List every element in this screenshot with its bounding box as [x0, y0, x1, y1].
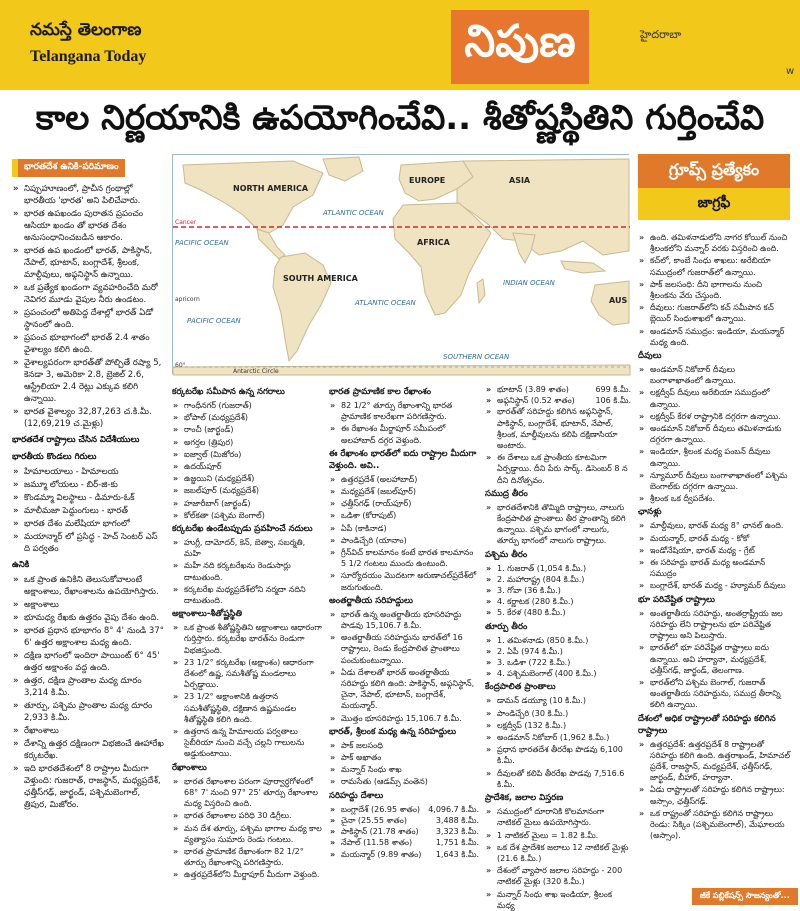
- row-name: » నేపాల్ (11.58 శాతం): [341, 838, 413, 848]
- list-item: » ఒడిశా (కోరాపుట్): [329, 510, 479, 521]
- list-item: » కోల్‌కతా (పశ్చిమ బెంగాల్): [172, 510, 322, 521]
- list-item: » ఒక దేశ ప్రాదేశిక జలాలు 12 నాటికల్ మైళ్లు (21.6 కి.మీ.): [485, 842, 631, 864]
- table-row: [485, 607, 631, 618]
- list-item: » భారత్ ఉన్న అంతర్జాతీయ భూసరిహద్దు పొడవు 15,106.7 కి.మీ.: [329, 609, 479, 631]
- table-row: [329, 826, 479, 837]
- list-item: » లక్షద్వీప్ కేరళ రాష్ట్రానికి దగ్గరగా ఉన్నాయి.: [638, 411, 790, 422]
- list-item: » బంగ్లాదేశ్, భారత్ మధ్య - హ్యూమర్ దీవులు: [638, 580, 790, 591]
- table-row: [485, 646, 631, 657]
- list-item: » భారతదేశానికి తొమ్మిది రాష్ట్రాలు, నాలుగు కేంద్రపాలిత ప్రాంతాలు తీర ప్రాంతాన్ని కలిగి ఉన్నాయి. పశ్చిమ భాగంలో నాలుగు, తూర్పు భాగంలో నాలుగు రాష్ట్రాలు.: [485, 502, 631, 547]
- list-item: » జమ్మూ లోయలు - బిర్-జి-కు: [12, 479, 165, 491]
- list-item: » భోపాల్ (మధ్యప్రదేశ్): [172, 412, 322, 423]
- label-atlantic-north: ATLANTIC OCEAN: [323, 209, 384, 217]
- label-north-america: NORTH AMERICA: [233, 184, 309, 193]
- lanka-list: [329, 740, 479, 788]
- neighbour-table: [329, 804, 479, 860]
- table-row: [485, 585, 631, 596]
- list-item: » ఐజ్వాల్ (మిజోరం): [172, 449, 322, 460]
- list-item: » 23 1/2° అక్షాంశానికి ఉత్తరాన సమశీతోష్ణస్థితి, దక్షిణాన ఉష్ణమండల శీతోష్ణస్థితి కలిగి ఉంది.: [172, 691, 322, 725]
- list-item: » భారత్‌లోని పశ్చిమ బెంగాల్, గుజరాత్ అంతర్జాతీయ సరిహద్దును, సముద్ర తీరాన్ని కలిగి ఉన్నాయి.: [638, 677, 790, 711]
- list-item: » ఛత్తీస్‌గఢ్ (రాయ్‌పూర్): [329, 498, 479, 509]
- list-item: » హిమాలయాలు - హిమాలయ: [12, 466, 165, 478]
- brand-telugu: నమస్తే తెలంగాణ: [30, 20, 142, 40]
- list-item: » ఉదయ్‌పూర్: [172, 461, 322, 472]
- table-row: [485, 596, 631, 607]
- gulf-list: [638, 232, 790, 348]
- list-item: » మయన్మార్, భారత్ మధ్య - కోకో: [638, 533, 790, 544]
- list-item: » సముద్రంలో దూరానికి కొలమానంగా నాటికల్ మైలు ఉపయోగిస్తారు.: [485, 806, 631, 828]
- list-item: » ఉత్తర, దక్షిణ ప్రాంతాల మధ్య దూరం 3,214 కి.మీ.: [12, 675, 165, 699]
- brand-english: Telangana Today: [30, 48, 147, 65]
- west-coast-list: [485, 563, 631, 619]
- list-item: » అగర్తల (త్రిపుర): [172, 437, 322, 448]
- list-item: » భారత రేఖాంశాల పరంగా పూర్వార్ధగోళంలో 68° 7' నుంచి 97° 25' తూర్పు రేఖాంశాల మధ్య విస్తరించి ఉంది.: [172, 776, 322, 810]
- states-list: [329, 474, 479, 593]
- list-item: » దీవులు: గుజరాత్‌లోని కచ్ సమీపాన కచ్ బ్లెయిర్ సింధుశాఖలో ఉన్నాయి.: [638, 302, 790, 324]
- row-name: » 4. పశ్చిమబెంగాల్ (400 కి.మీ.): [497, 669, 597, 679]
- subhead: భారతదేశ రాష్ట్రాలు చేసిన విదేశీయులు: [12, 435, 140, 445]
- list-item: » రాంచీ (జార్ఖండ్): [172, 424, 322, 435]
- row-name: » 2. మహారాష్ట్ర (804 కి.మీ.): [497, 574, 585, 584]
- list-item: » మన్నార్ సింధు శాఖ: [329, 764, 479, 775]
- subhead: కేంద్రపాలిత ప్రాంతాలు: [485, 682, 556, 693]
- world-map-svg: [173, 155, 630, 375]
- label-pacific-north: PACIFIC OCEAN: [175, 239, 229, 247]
- list-item: » పాక్ అఖాతం: [329, 752, 479, 763]
- label-south-america: SOUTH AMERICA: [283, 274, 358, 283]
- subhead: ఛానళ్లు: [638, 507, 662, 518]
- list-item: » భారత ప్రామాణిక రేఖాంశంగా 82 1/2° తూర్పు రేఖాంశాన్ని పరిగణిస్తారు.: [172, 846, 322, 868]
- list-item: » వైశాల్యపరంగా భారత్‌తో పోల్చితే రష్యా 5, కెనడా 3, అమెరికా 2.8, బ్రెజిల్ 2.6, ఆస్ట్రేలియా 2.4 రెట్లు ఎక్కువ కలిగి ఉన్నాయి.: [12, 357, 165, 405]
- location-list: [12, 574, 165, 811]
- list-item: » హుగ్లీ, దామోదర్, కెన్, బెత్వా, సబర్మతి, మహి: [172, 537, 322, 559]
- list-item: » ఒక ప్రాంత శీతోష్ణస్థితిని అక్షాంశాలు ఆధారంగా గుర్తిస్తారు. కర్కటరేఖ భారత్‌ను రెండుగా విభజిస్తుంది.: [172, 622, 322, 656]
- dateline: హైదరాబా: [640, 28, 682, 41]
- border-states-list: [638, 739, 790, 842]
- list-item: » భారత వైశాల్యం 32,87,263 చ.కి.మీ. (12,69,219 చ.మైళ్లు): [12, 406, 165, 430]
- group-subtitle: జాగ్రఫీ: [638, 188, 790, 220]
- waters-list: [485, 806, 631, 887]
- climate-list: [172, 622, 322, 759]
- list-item: » ఒక ప్రాంత ఉనికిని తెలుసుకోవాలంటే అక్షాంశాలు, రేఖాంశాలను ఉపయోగిస్తారు.: [12, 574, 165, 598]
- subhead: భూ పరివేష్టిత రాష్ట్రాలు: [638, 594, 715, 605]
- label-antarctic-circle: Antarctic Circle: [233, 368, 279, 375]
- subhead: ప్రాదేశిక, జలాల విస్తరణ: [485, 793, 564, 804]
- row-length: [627, 635, 631, 646]
- list-item: » డామన్ డయ్యూ (10 కి.మీ.): [485, 695, 631, 706]
- row-length: 3,488 కి.మీ.: [435, 815, 479, 825]
- brand-logo: [30, 20, 146, 66]
- table-row: [485, 657, 631, 668]
- list-item: » భారత దేశం మలేషియా భాగంలో: [12, 518, 165, 530]
- list-item: » హజారీబాగ్ (జార్ఖండ్): [172, 498, 322, 509]
- tail-list: [485, 889, 631, 911]
- subhead: పశ్చిమ తీరం: [485, 549, 528, 560]
- list-item: » రేఖాంశాలు: [12, 725, 165, 737]
- table-row: [329, 804, 479, 815]
- label-pacific-south: PACIFIC OCEAN: [187, 317, 241, 325]
- list-item: » ఇండోనేషియా, భారత్ మధ్య - గ్రేట్: [638, 545, 790, 556]
- longitude-list: [172, 776, 322, 881]
- list-item: » ప్రపంచ భూభాగంలో భారత్ 2.4 శాతం వైశాల్యం కలిగి ఉంది.: [12, 332, 165, 356]
- row-length: [627, 646, 631, 657]
- subhead: కర్కటరేఖ ఉండేటప్పుడు ప్రవహించే నదులు: [172, 524, 313, 535]
- table-row: [485, 574, 631, 585]
- list-item: » మొత్తం భూసరిహద్దు 15,106.7 కి.మీ.: [329, 713, 479, 724]
- list-item: » పాండిచ్చేరి (యానాం): [329, 535, 479, 546]
- list-item: » ఈ రేఖాంశం మీర్జాపూర్ సమీపంలో అలహాబాద్ దగ్గర వెళ్తుంది.: [329, 423, 479, 445]
- list-item: » రామసేతు (ఆడమ్స్ వంతెన): [329, 776, 479, 787]
- subhead: ఉనికి: [12, 560, 30, 570]
- list-item: » భారత ఉపఖండం పురాతన ప్రపంచం ఆసియా ఖండం తో భారత దేశం అనుసంధానించబడిన ఆకారం.: [12, 208, 165, 244]
- column-3: [329, 384, 479, 904]
- list-item: » నిప్పుహూణంలో, ప్రాచీన గ్రంథాల్లో భారతీయ 'భారత' అని పిలిచేవారు.: [12, 183, 165, 207]
- row-name: » 3. ఒడిశా (722 కి.మీ.): [497, 658, 571, 668]
- list-item: » ఉంది. తమిళనాడులోని నాగర కోయిల్ నుంచి శ్రీలంకలోని మన్నార్ వరకు విస్తరించి ఉంది.: [638, 232, 790, 254]
- label-europe: EUROPE: [409, 176, 446, 185]
- list-item: » 1 నాటికల్ మైలు = 1.82 కి.మీ.: [485, 830, 631, 841]
- rivers-list: [172, 537, 322, 606]
- list-item: » సూర్యోదయం మొదటగా అరుణాచల్‌ప్రదేశ్‌లో జరుగుతుంది.: [329, 570, 479, 592]
- list-item: » ఈ దేశాలు ఒక ప్రాంతీయ కూటమిగా ఏర్పడ్డాయి. దీని పేరు సార్క్. డిసెంబర్ 8 న దీని దినోత్సవం.: [485, 452, 631, 486]
- islands-list: [638, 364, 790, 504]
- row-name: » 3. గోవా (36 కి.మీ.): [497, 586, 561, 596]
- subhead: ఈ రేఖాంశం భారత్‌లో ఐదు రాష్ట్రాల మీదుగా వెళ్తుంది. అవి..: [329, 448, 477, 471]
- list-item: » పాక్ జలసంధి: దీని భాగాలను నుంచి శ్రీలంకను వేరు చేస్తుంది.: [638, 279, 790, 301]
- table-row: [485, 384, 631, 395]
- masthead: [0, 0, 800, 90]
- list-item: » అండమాన్ నికోబార్ దీవులు బంగాళాఖాతంలో ఉన్నాయి.: [638, 364, 790, 386]
- web-address: w: [786, 66, 795, 77]
- list-item: » కచ్‌లో, కాంబే సింధు శాఖలు: అరేబియా సముద్రంలో గుజరాత్‌లో ఉన్నాయి.: [638, 255, 790, 277]
- list-item: » లక్షద్వీప్ దీవులు అరేబియా సముద్రంలో ఉన్నాయి.: [638, 387, 790, 409]
- left-column: [12, 154, 165, 908]
- list-item: » అంతర్జాతీయ సరిహద్దు, అంతర్రాష్ట్రీయ జల సరిహద్దు లేని రాష్ట్రాలను భూ పరివేష్టిత రాష్ట్రాలు అని పిలుస్తారు.: [638, 608, 790, 642]
- subhead: భారత్, శ్రీలంక మధ్య ఉన్న సరిహద్దులు: [329, 726, 457, 737]
- row-length: 4,096.7 కి.మీ.: [428, 804, 479, 814]
- list-item: » మయాన్మార్ లో ప్రసిద్ధ - హెచ్ సెంటర్ ఎస్ ది పర్వతం: [12, 531, 165, 555]
- list-item: » మాలీమజా పెద్దుంగులు - భారత్: [12, 505, 165, 517]
- row-name: » 4. కర్ణాటక (280 కి.మీ.): [497, 597, 574, 607]
- column-2: [172, 384, 322, 904]
- table-row: [485, 563, 631, 574]
- borders-list: [329, 609, 479, 724]
- list-item: » భారత ఉప ఖండంలో భారత్, పాకిస్థాన్, నేపాల్, భూటాన్, బంగ్లాదేశ్, శ్రీలంక, మాల్దీవులు, అఫ్గనిస్థాన్ ఉన్నాయి.: [12, 245, 165, 281]
- list-item: » ప్రధాన భారతదేశ తీరరేఖ పొడవు 6,100 కి.మీ.: [485, 744, 631, 766]
- list-item: » ఇండియా, శ్రీలంక మధ్య పంబన్ దీవులు ఉన్నాయి.: [638, 446, 790, 468]
- coast-list: [485, 502, 631, 547]
- row-name: » మయన్మార్ (9.89 శాతం): [341, 849, 422, 859]
- list-item: » మాల్దీవులు, భారత్ మధ్య 8° ఛానల్ ఉంది.: [638, 520, 790, 531]
- row-name: » 1. తమిళనాడు (850 కి.మీ.): [497, 635, 589, 645]
- list-item: » ఉత్తరప్రదేశ్‌లోని మీర్జాపూర్ మీదుగా వెళ్తుంది.: [172, 869, 322, 880]
- cities-list: [172, 400, 322, 521]
- row-name: » చైనా (25.55 శాతం): [341, 815, 407, 825]
- row-length: [627, 596, 631, 607]
- channels-list: [638, 520, 790, 591]
- neighbour-table-continued: [485, 384, 631, 406]
- label-asia: ASIA: [509, 176, 531, 185]
- list-item: » ఉత్తరప్రదేశ్: ఉత్తరప్రదేశ్ 8 రాష్ట్రాలతో సరిహద్దు కలిగి ఉంది. ఉత్తరాఖండ్, హిమాచల్ ప్రదేశ్, రాజస్థాన్, మధ్యప్రదేశ్, ఛత్తీస్‌గఢ్, జార్ఖండ్, బీహార్, హర్యానా.: [638, 739, 790, 784]
- list-item: » ఉత్తరాన ఉన్న హిమాలయ పర్వతాలు సైబీరియా నుంచి వచ్చే చల్లని గాలులను అడ్డుకుంటాయి.: [172, 726, 322, 760]
- table-row: [329, 837, 479, 848]
- list-item: » భారత్‌లో భూ పరివేష్టిత రాష్ట్రాలు ఐదు ఉన్నాయి. అవి హర్యానా, మధ్యప్రదేశ్, ఛత్తీస్‌గఢ్, జార్ఖండ్, తెలంగాణ.: [638, 642, 790, 676]
- list-item: » ఒక రాష్ట్రంతో సరిహద్దు కలిగిన రాష్ట్రాలు రెండు: సిక్కిం (పశ్చిమబెంగాల్), మేఘాలయ (అస్సాం).: [638, 808, 790, 842]
- list-item: » ఏడు దేశాలతో భారత్ అంతర్జాతీయ సరిహద్దు కలిగి ఉంది: పాకిస్థాన్, అఫ్గనిస్థాన్, చైనా, నేపాల్, భూటాన్, బంగ్లాదేశ్, మయన్మార్.: [329, 667, 479, 712]
- row-length: [627, 668, 631, 679]
- column-5: [638, 232, 790, 884]
- label-atlantic-south: ATLANTIC OCEAN: [355, 299, 416, 307]
- subhead: దేశంలో అధిక రాష్ట్రాలతో సరిహద్దు కలిగిన రాష్ట్రాలు: [638, 713, 776, 736]
- row-length: [627, 607, 631, 618]
- label-indian-ocean: INDIAN OCEAN: [503, 279, 555, 287]
- list-item: » న్యూమూర్ దీవులు బంగాళాఖాతంలో పశ్చిమ బెంగాల్‌కు దగ్గరగా ఉన్నాయి.: [638, 470, 790, 492]
- table-row: [329, 849, 479, 860]
- list-item: » 23 1/2° కర్కటరేఖ (అక్షాంశం) ఆధారంగా దేశంలో ఉష్ణ, సమశీతోష్ణ మండలాలు ఏర్పడ్డాయి.: [172, 657, 322, 691]
- group-special-box: [638, 154, 790, 226]
- saarc-list: [485, 406, 631, 485]
- list-item: » 82 1/2° తూర్పు రేఖాంశాన్ని భారత ప్రామాణిక కాలరేఖగా పరిగణిస్తారు.: [329, 400, 479, 422]
- label-lat-60: 60°: [175, 362, 186, 369]
- list-item: » భారత ప్రధాన భూభాగం 8° 4' నుండి 37° 6' ఉత్తర అక్షాంశాల మధ్య ఉంది.: [12, 625, 165, 649]
- list-item: » శ్రీలంక ఒక ద్వీపదేశం.: [638, 493, 790, 504]
- world-map: [172, 154, 629, 374]
- subhead: దీవులు: [638, 351, 662, 362]
- row-name: » 1. గుజరాత్ (1,054 కి.మీ.): [497, 563, 587, 573]
- list-item: » దీవులతో కలిపి తీరరేఖ పొడవు 7,516.6 కి.మీ.: [485, 768, 631, 790]
- list-item: » భారత్‌తో సరిహద్దు కలిగిన అఫ్గనిస్థాన్, పాకిస్థాన్, బంగ్లాదేశ్, భూటాన్, నేపాల్, శ్రీలంక, మాల్దీవులను కలిపి దక్షిణాసియా అంటారు.: [485, 406, 631, 451]
- row-length: 1,751 కి.మీ.: [435, 838, 479, 848]
- list-item: » తూర్పు, పశ్చిమ ప్రాంతాల మధ్య దూరం 2,933 కి.మీ.: [12, 700, 165, 724]
- subhead: సముద్ర తీరం: [485, 488, 528, 499]
- subhead: రేఖాంశాలు: [172, 762, 207, 773]
- table-row: [485, 395, 631, 406]
- row-name: » 5. కేరళ (480 కి.మీ.): [497, 608, 566, 618]
- list-item: » అండమాన్ నికోబార్ (1,962 కి.మీ.): [485, 732, 631, 743]
- list-item: » మన్నార్ సింధు శాఖ ఇండియా, శ్రీలంక మధ్య: [485, 889, 631, 911]
- row-length: 106 కి.మీ.: [595, 396, 631, 406]
- list-item: » గ్రీన్‌విచ్ కాలమానం కంటే భారత కాలమానం 5 1/2 గంటలు ముందు ఉంటుంది.: [329, 547, 479, 569]
- list-item: » మహీ నది కర్కటరేఖను రెండుసార్లు దాటుతుంది.: [172, 560, 322, 582]
- list-item: » భారత రేఖాంశాల పరిధి 30 డిగ్రీలు.: [172, 810, 322, 821]
- section-tag: భారతదేశ ఉనికి-పరిమాణం: [12, 159, 125, 177]
- list-item: » కొండమ్మా విలస్థాలు - డిమారు-ఓక్: [12, 492, 165, 504]
- list-item: » దేశాన్ని ఉత్తర దక్షిణంగా విభజించే ఊహారేఖ కర్కటరేఖ.: [12, 738, 165, 762]
- list-item: » ఉజ్జయిని (మధ్యప్రదేశ్): [172, 473, 322, 484]
- ist-list: [329, 400, 479, 446]
- page-headline: కాల నిర్ణయానికి ఉపయోగించేవి.. శీతోష్ణస్థితిని గుర్తించేవి: [35, 98, 765, 138]
- list-item: » దేశంలో వ్యాపార జలాల సరిహద్దు - 200 నాటికల్ మైళ్లు (320 కి.మీ.): [485, 865, 631, 887]
- list-item: » మన దేశ తూర్పు, పశ్చిమ భాగాల మధ్య కాల వ్యత్యాసం సుమారు రెండు గంటలు.: [172, 823, 322, 845]
- subhead: భారతీయ కొండలు గిరులు: [12, 452, 97, 462]
- row-length: [627, 657, 631, 668]
- row-length: 699 కి.మీ.: [595, 385, 631, 394]
- list-item: » పాక్ జలసంధి: [329, 740, 479, 751]
- label-tropic-capricorn: apricorn: [175, 296, 200, 303]
- list-item: » జబల్‌పూర్ (మధ్యప్రదేశ్): [172, 485, 322, 496]
- subhead: కర్కటరేఖ సమీపాన ఉన్న నగరాలు: [172, 387, 285, 397]
- row-name: » భూటాన్ (3.89 శాతం): [497, 385, 569, 394]
- list-item: » పాండిచ్చేరి (30 కి.మీ.): [485, 708, 631, 719]
- ut-list: [485, 695, 631, 790]
- subhead: భారత ప్రామాణిక కాల రేఖాంశం: [329, 387, 432, 397]
- credit-tag: జీకే పబ్లికేషన్స్ సౌజన్యంతో...: [692, 888, 798, 905]
- list-item: » భూమధ్య రేఖకు ఉత్తరం వైపు దేశం ఉంది.: [12, 612, 165, 624]
- list-item: » లక్షద్వీప్ (132 కి.మీ.): [485, 720, 631, 731]
- landlocked-list: [638, 608, 790, 711]
- subhead: అక్షాంశాలు-శీతోష్ణస్థితి: [172, 609, 243, 620]
- list-item: » ఏడు రాష్ట్రాలతో సరిహద్దు కలిగిన రాష్ట్రాలు: అస్సాం, ఛత్తీస్‌గఢ్.: [638, 784, 790, 806]
- table-row: [485, 635, 631, 646]
- row-length: [627, 563, 631, 574]
- list-item: » అంతర్జాతీయ సరిహద్దును భారత్‌లో 16 రాష్ట్రాలు, రెండు కేంద్రపాలిత ప్రాంతాలు పంచుకుంటున్నాయి.: [329, 632, 479, 666]
- column-4: [485, 384, 631, 910]
- row-length: [627, 574, 631, 585]
- label-africa: AFRICA: [417, 238, 450, 247]
- list-item: » గాంధీనగర్ (గుజరాత్): [172, 400, 322, 411]
- subhead: తూర్పు తీరం: [485, 621, 528, 632]
- group-title: గ్రూప్స్ ప్రత్యేకం: [638, 154, 790, 188]
- table-row: [329, 815, 479, 826]
- row-length: 3,323 కి.మీ.: [435, 827, 479, 837]
- list-item: » ఏపీ (కాకినాడ): [329, 523, 479, 534]
- label-southern-ocean: SOUTHERN OCEAN: [443, 353, 510, 361]
- east-coast-list: [485, 635, 631, 680]
- list-item: » మధ్యప్రదేశ్ (జబల్‌పూర్): [329, 486, 479, 497]
- row-name: » 2. ఏపీ (974 కి.మీ.): [497, 646, 563, 656]
- section-title: నిపుణ: [451, 10, 589, 84]
- row-length: [627, 585, 631, 596]
- mountain-list: [12, 466, 165, 555]
- list-item: » అక్షాంశాలు: [12, 599, 165, 611]
- intro-list: [12, 183, 165, 430]
- table-row: [485, 668, 631, 679]
- list-item: » కర్కటరేఖ మధ్యప్రదేశ్‌లోని నర్మదా నదిని దాటుతుంది.: [172, 584, 322, 606]
- list-item: » అండమాన్ నికోబార్ దీవులు తమిళనాడుకు దగ్గరగా ఉన్నాయి.: [638, 423, 790, 445]
- list-item: » ఒక ప్రత్యేక ఖండంగా వ్యవహరించేది మరో నెవిగర మూడు వైపుల నీరు ఉండటం.: [12, 282, 165, 306]
- subhead: సరిహద్దు దేశాలు: [329, 790, 384, 801]
- list-item: » ఈ సరిహద్దు భారత్ మధ్య అండమాన్ సముద్రం: [638, 557, 790, 579]
- list-item: » ఉత్తరప్రదేశ్ (అలహాబాద్): [329, 474, 479, 485]
- list-item: » దక్షిణ భాగంలో ఇందిరా పాయింట్ 6° 45' ఉత్తర అక్షాంశం వద్ద ఉంది.: [12, 650, 165, 674]
- row-name: » అఫ్గనిస్థాన్ (0.52 శాతం): [497, 396, 575, 406]
- label-tropic-cancer: Cancer: [175, 219, 197, 226]
- list-item: » ప్రపంచంలో అతిపెద్ద దేశాల్లో భారత్ ఏడో స్థానంలో ఉంది.: [12, 307, 165, 331]
- row-name: » బంగ్లాదేశ్ (26.95 శాతం): [341, 804, 421, 814]
- label-australia: AUS: [609, 296, 628, 305]
- list-item: » అండమాన్ సముద్రం: ఇండియా, మయన్మార్ మధ్య ఉంది.: [638, 326, 790, 348]
- list-item: » ఇది భారతదేశంలో 8 రాష్ట్రాల మీదుగా వెళ్తుంది: గుజరాత్, రాజస్థాన్, మధ్యప్రదేశ్, ఛత్తీస్‌గఢ్, జార్ఖండ్, పశ్చిమబెంగాల్, త్రిపుర, మిజోరం.: [12, 763, 165, 811]
- subhead: అంతర్జాతీయ సరిహద్దులు: [329, 595, 413, 606]
- row-length: 1,643 కి.మీ.: [435, 849, 479, 859]
- row-name: » పాకిస్థాన్ (21.78 శాతం): [341, 827, 419, 837]
